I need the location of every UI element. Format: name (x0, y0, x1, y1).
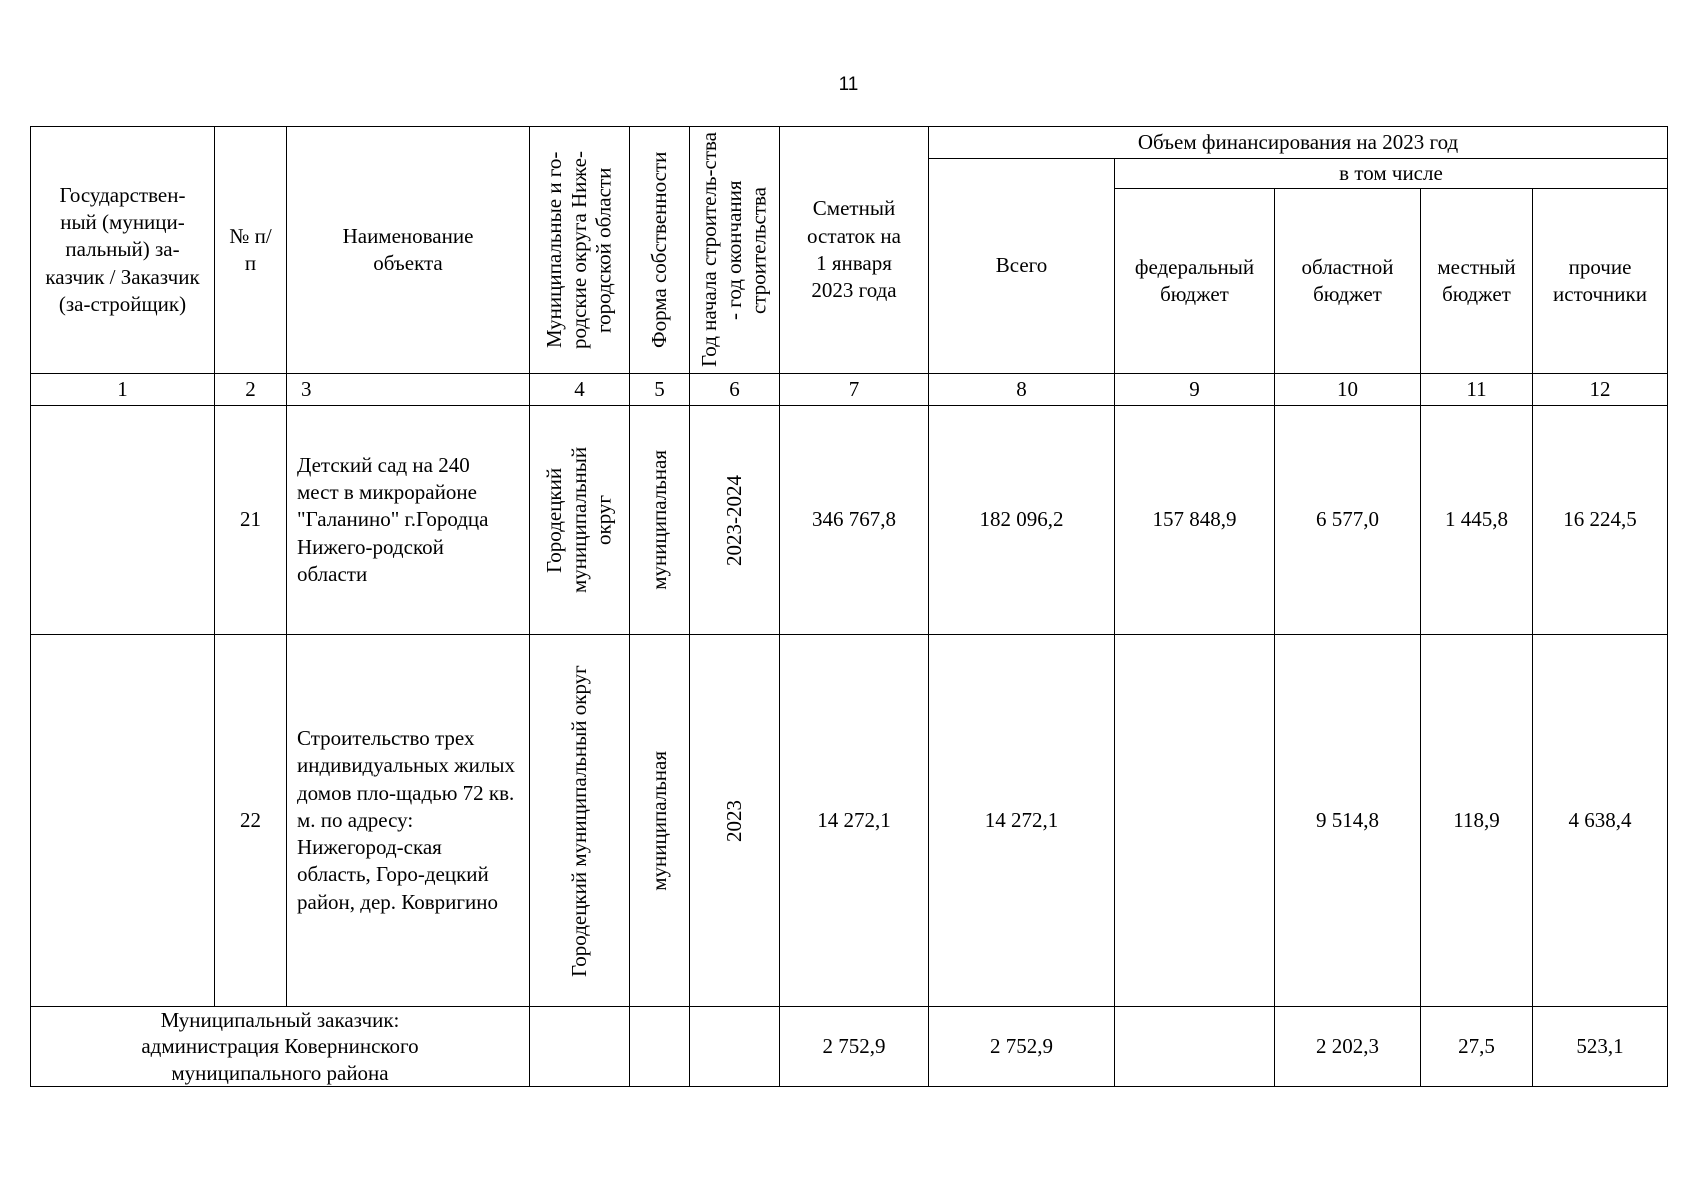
row-years: 2023-2024 (690, 406, 780, 635)
column-number: 4 (530, 374, 630, 406)
header-including: в том числе (1115, 159, 1668, 189)
column-number: 2 (215, 374, 287, 406)
column-number: 5 (630, 374, 690, 406)
summary-estimate: 2 752,9 (780, 1007, 929, 1087)
page-number: 11 (838, 74, 859, 95)
row-ownership: муниципальная (630, 635, 690, 1007)
row-estimate: 346 767,8 (780, 406, 929, 635)
column-number: 9 (1115, 374, 1275, 406)
row-customer (31, 406, 215, 635)
header-estimate: Сметный остаток на 1 января 2023 года (780, 127, 929, 374)
row-other: 16 224,5 (1533, 406, 1668, 635)
column-number: 3 (287, 374, 530, 406)
summary-regional: 2 202,3 (1275, 1007, 1421, 1087)
summary-local: 27,5 (1421, 1007, 1533, 1087)
row-num: 22 (215, 635, 287, 1007)
row-object-name: Строительство трех индивидуальных жилых домов пло-щадью 72 кв. м. по адресу: Нижегород-ская область, Горо-децкий район, дер. Ковригино (287, 635, 530, 1007)
header-customer: Государствен-ный (муници-пальный) за-казчик / Заказчик (за-стройщик) (31, 127, 215, 374)
row-ownership: муниципальная (630, 406, 690, 635)
summary-total: 2 752,9 (929, 1007, 1115, 1087)
header-federal: федеральный бюджет (1115, 189, 1275, 374)
row-local: 1 445,8 (1421, 406, 1533, 635)
header-object-name: Наименование объекта (287, 127, 530, 374)
header-years: Год начала строитель-ства - год окончания строительства (690, 127, 780, 374)
row-total: 182 096,2 (929, 406, 1115, 635)
row-other: 4 638,4 (1533, 635, 1668, 1007)
header-num: № п/п (215, 127, 287, 374)
summary-row (31, 1007, 1668, 1087)
column-number: 8 (929, 374, 1115, 406)
column-number: 6 (690, 374, 780, 406)
summary-label: Муниципальный заказчик: администрация Ковернинского муниципального района (31, 1007, 530, 1087)
row-district: Городецкий муниципальный округ (530, 406, 630, 635)
column-number: 12 (1533, 374, 1668, 406)
header-funding: Объем финансирования на 2023 год (929, 127, 1668, 159)
row-federal: 157 848,9 (1115, 406, 1275, 635)
row-total: 14 272,1 (929, 635, 1115, 1007)
summary-empty (690, 1007, 780, 1087)
summary-empty (630, 1007, 690, 1087)
header-ownership: Форма собственности (630, 127, 690, 374)
row-object-name: Детский сад на 240 мест в микрорайоне "Галанино" г.Городца Нижего-родской области (287, 406, 530, 635)
summary-other: 523,1 (1533, 1007, 1668, 1087)
row-federal (1115, 635, 1275, 1007)
column-number: 10 (1275, 374, 1421, 406)
row-regional: 9 514,8 (1275, 635, 1421, 1007)
row-customer (31, 635, 215, 1007)
header-districts: Муниципальные и го-родские округа Ниже-городской области (530, 127, 630, 374)
column-number-row (31, 374, 1668, 406)
row-estimate: 14 272,1 (780, 635, 929, 1007)
row-district: Городецкий муниципальный округ (530, 635, 630, 1007)
row-years: 2023 (690, 635, 780, 1007)
column-number: 7 (780, 374, 929, 406)
row-local: 118,9 (1421, 635, 1533, 1007)
column-number: 11 (1421, 374, 1533, 406)
table-row (31, 635, 1668, 1007)
column-number: 1 (31, 374, 215, 406)
header-other: прочие источники (1533, 189, 1668, 374)
header-total: Всего (929, 159, 1115, 374)
summary-empty (530, 1007, 630, 1087)
header-local: местный бюджет (1421, 189, 1533, 374)
row-num: 21 (215, 406, 287, 635)
table-row (31, 406, 1668, 635)
header-regional: областной бюджет (1275, 189, 1421, 374)
financing-table (30, 126, 1668, 1087)
summary-federal (1115, 1007, 1275, 1087)
row-regional: 6 577,0 (1275, 406, 1421, 635)
